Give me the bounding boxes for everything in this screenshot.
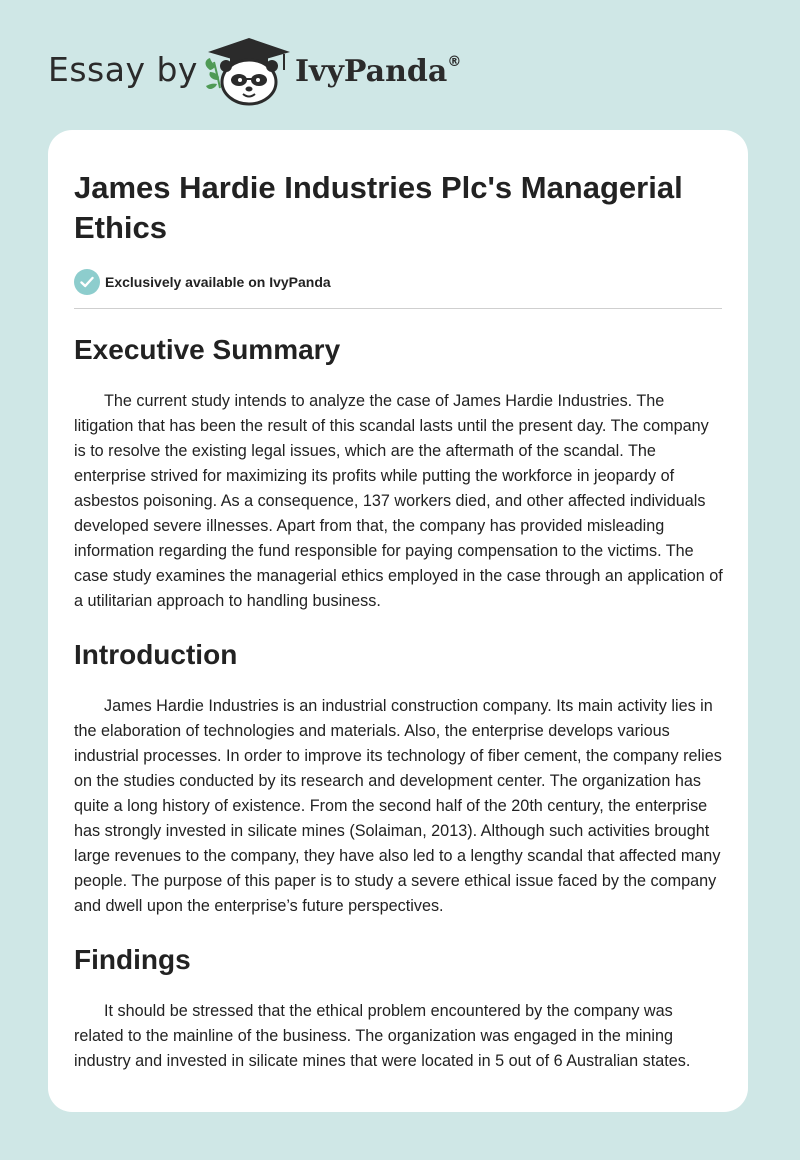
section-heading: Executive Summary bbox=[74, 334, 341, 365]
section-paragraph: The current study intends to analyze the case of James Hardie Industries. The litigation that has been the result of this scandal lasts until the present day. The company is to resolve the existing legal issues, which are the aftermath of the scandal. The enterprise strived for maximizing its profits while putting the workforce in jeopardy of asbestos poisoning. As a consequence, 137 workers died, and other affected individuals developed severe illnesses. Apart from that, the company has provided misleading information regarding the fund responsible for paying compensation to the victims. The case study examines the managerial ethics employed in the case through an application of a utilitarian approach to handling business. bbox=[74, 392, 723, 610]
divider bbox=[74, 308, 722, 309]
brand-name[interactable] bbox=[295, 54, 461, 89]
site-header bbox=[0, 0, 800, 130]
registered-mark: ® bbox=[447, 54, 462, 70]
section-heading: Findings bbox=[74, 944, 191, 975]
section-introduction bbox=[74, 638, 722, 919]
section-heading: Introduction bbox=[74, 639, 238, 670]
brand-name-text: IvyPanda bbox=[295, 54, 448, 89]
badge-text: Exclusively available on IvyPanda bbox=[105, 274, 331, 290]
exclusive-badge bbox=[74, 268, 722, 296]
section-paragraph: It should be stressed that the ethical problem encountered by the company was related to the mainline of the business. The organization was engaged in the mining industry and invested in silicate mines that were located in 5 out of 6 Australian states. bbox=[74, 1002, 691, 1070]
section-executive-summary bbox=[74, 333, 722, 614]
panda-graduate-logo-icon[interactable] bbox=[202, 36, 296, 108]
check-circle-icon bbox=[74, 269, 100, 295]
page-title: James Hardie Industries Plc's Managerial Ethics bbox=[74, 170, 683, 245]
section-paragraph: James Hardie Industries is an industrial construction company. Its main activity lies in the elaboration of technologies and materials. Also, the enterprise develops various industrial processes. In order to improve its technology of fiber cement, the company relies on the studies conducted by its research and development center. The organization has quite a long history of existence. From the second half of the 20th century, the enterprise has strongly invested in silicate mines (Solaiman, 2013). Although such activities brought large revenues to the company, they have also led to a lengthy scandal that affected many people. The purpose of this paper is to study a severe ethical issue faced by the company and dwell upon the enterprise’s future perspectives. bbox=[74, 697, 722, 915]
section-findings bbox=[74, 943, 722, 1074]
essay-card bbox=[48, 130, 748, 1112]
brand-prefix: Essay by bbox=[48, 50, 198, 89]
